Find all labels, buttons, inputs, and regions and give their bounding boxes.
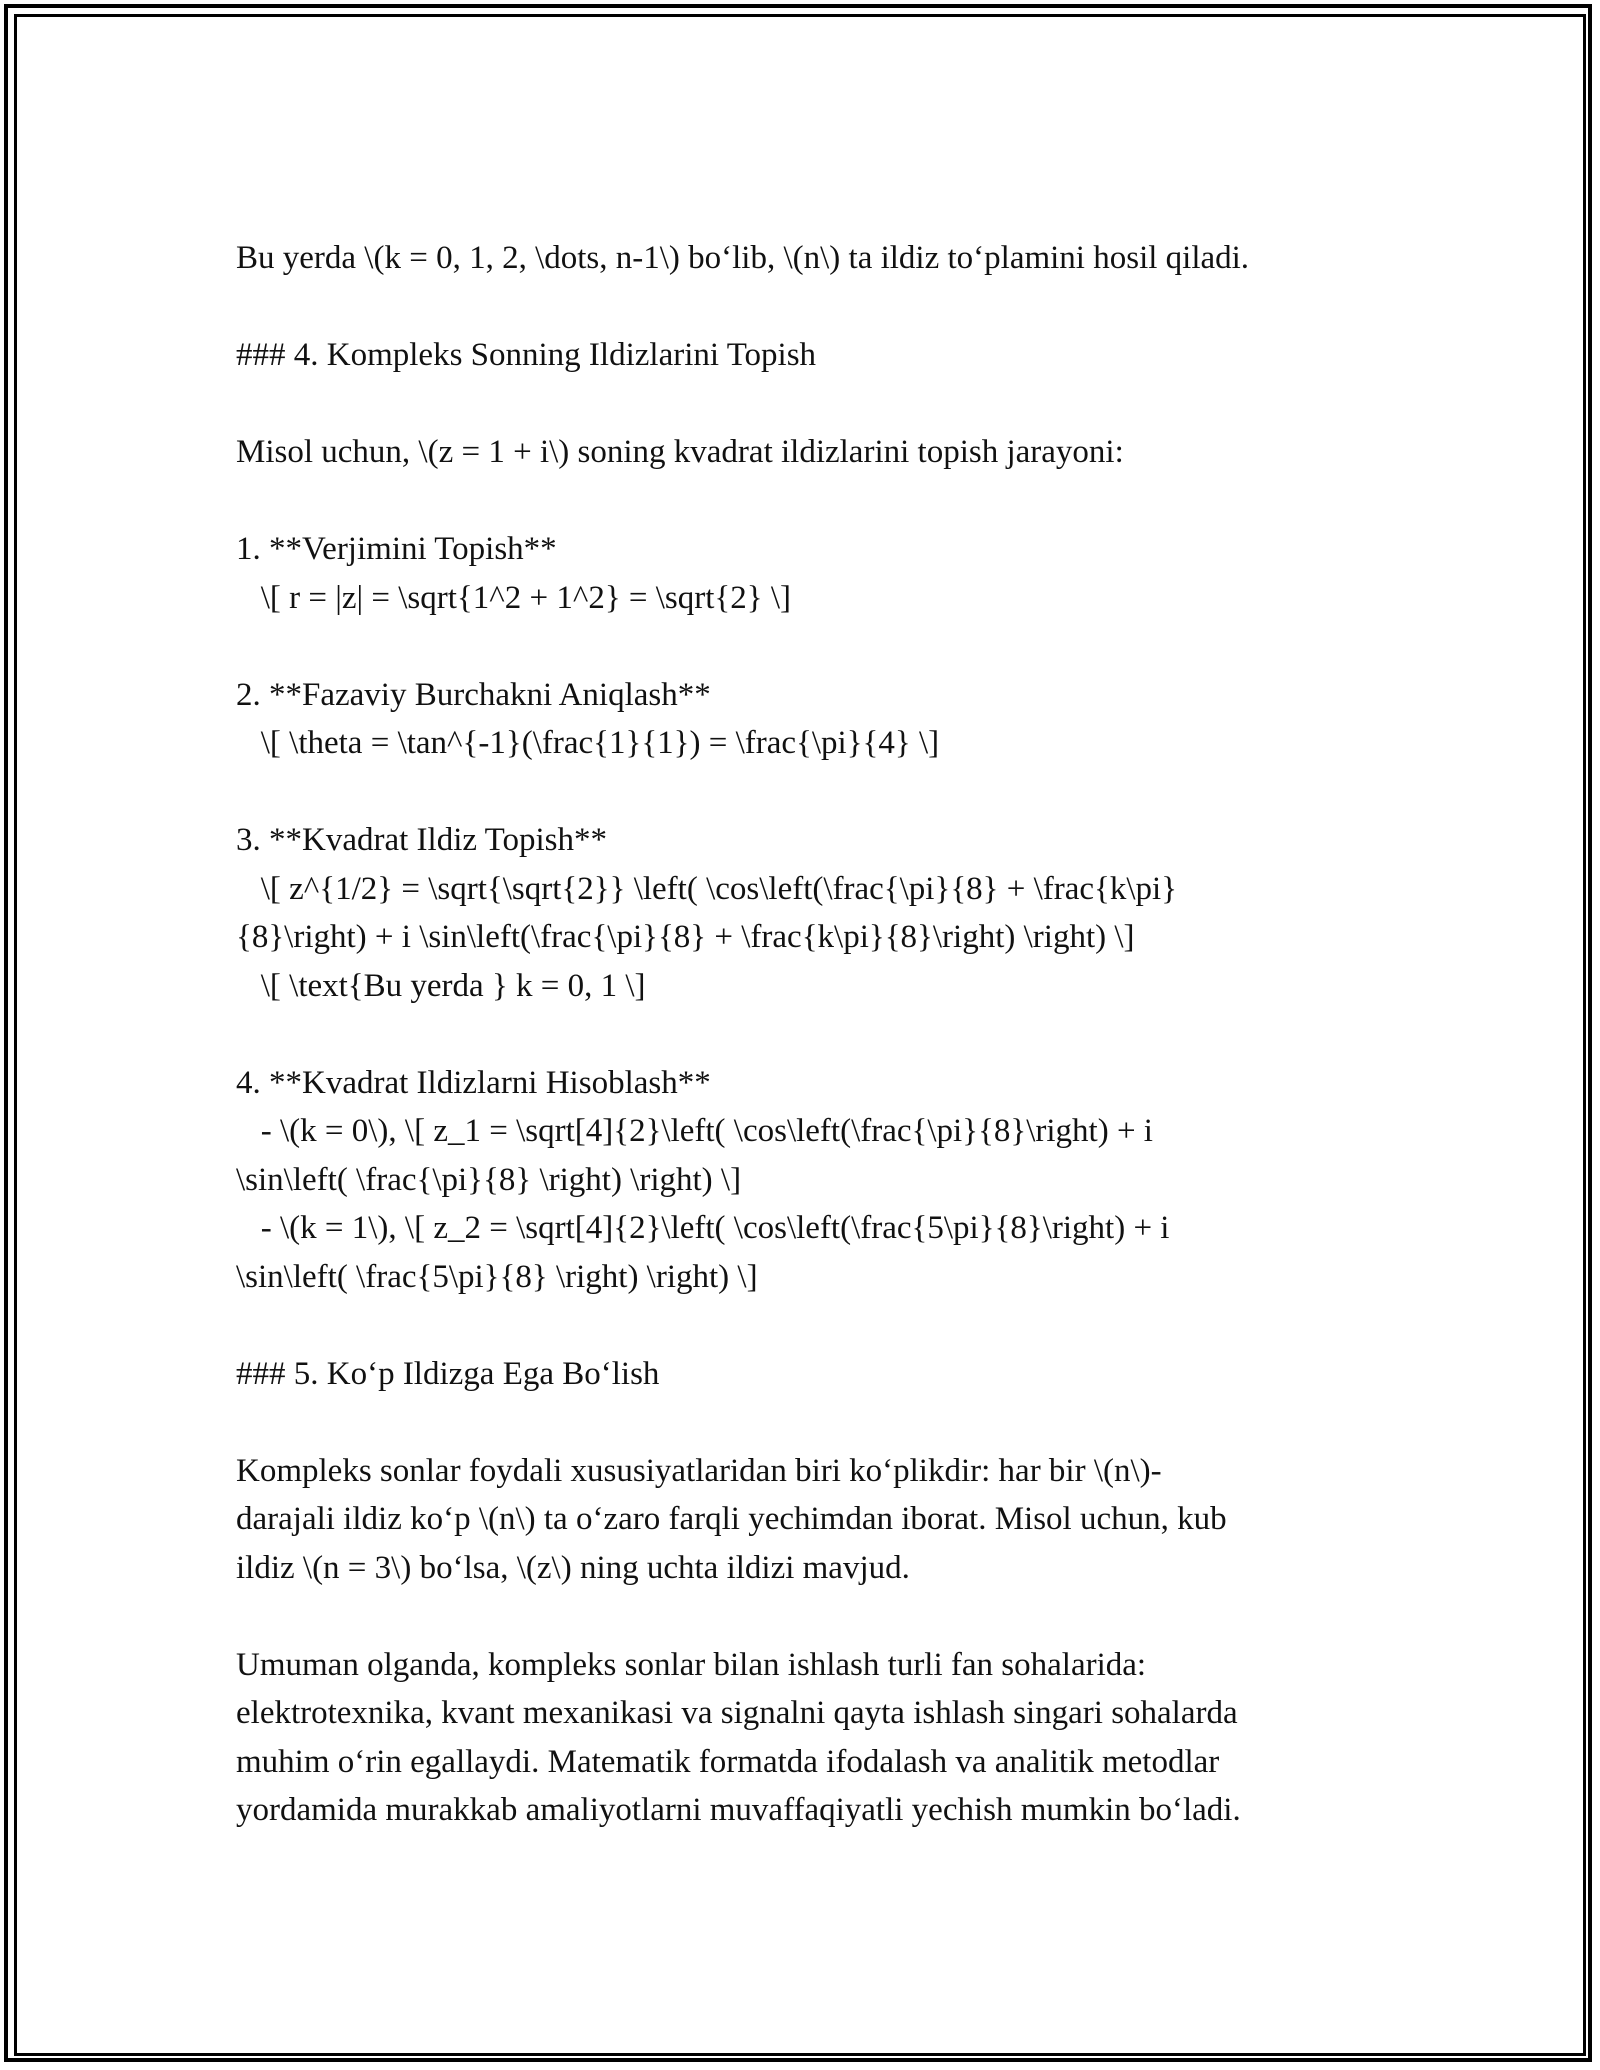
list-item-title: 3. **Kvadrat Ildiz Topish** bbox=[236, 822, 608, 858]
formula-line: - \(k = 0\), \[ z_1 = \sqrt[4]{2}\left( \cos\left(\frac{\pi}{8}\right) + i bbox=[236, 1113, 1153, 1149]
blank-line bbox=[236, 1592, 1376, 1641]
formula-line: \[ \theta = \tan^{-1}(\frac{1}{1}) = \frac{\pi}{4} \] bbox=[236, 725, 940, 761]
paragraph-line: Kompleks sonlar foydali xususiyatlaridan biri ko‘plikdir: har bir \(n\)- bbox=[236, 1452, 1162, 1489]
formula-line: \[ z^{1/2} = \sqrt{\sqrt{2}} \left( \cos\left(\frac{\pi}{8} + \frac{k\pi} bbox=[236, 870, 1178, 907]
formula-line: \[ \text{Bu yerda } k = 0, 1 \] bbox=[236, 967, 646, 1004]
document-body bbox=[236, 234, 1376, 1835]
formula-line: - \(k = 1\), \[ z_2 = \sqrt[4]{2}\left( \cos\left(\frac{5\pi}{8}\right) + i bbox=[236, 1210, 1170, 1246]
section-heading: ### 5. Ko‘p Ildizga Ega Bo‘lish bbox=[236, 1355, 660, 1392]
paragraph-line: yordamida murakkab amaliyotlarni muvaffaqiyatli yechish mumkin bo‘ladi. bbox=[236, 1792, 1241, 1828]
list-item-title: 1. **Verjimini Topish** bbox=[236, 531, 557, 567]
blank-line bbox=[236, 380, 1376, 429]
formula-line: \sin\left( \frac{5\pi}{8} \right) \right) \] bbox=[236, 1258, 758, 1295]
formula-line: {8}\right) + i \sin\left(\frac{\pi}{8} + \frac{k\pi}{8}\right) \right) \] bbox=[236, 919, 1135, 955]
list-item-title: 4. **Kvadrat Ildizlarni Hisoblash** bbox=[236, 1064, 711, 1101]
list-item-title: 2. **Fazaviy Burchakni Aniqlash** bbox=[236, 676, 711, 713]
blank-line bbox=[236, 1398, 1376, 1447]
blank-line bbox=[236, 622, 1376, 671]
paragraph-line: elektrotexnika, kvant mexanikasi va signalni qayta ishlash singari sohalarda bbox=[236, 1695, 1238, 1731]
paragraph-line: darajali ildiz ko‘p \(n\) ta o‘zaro farqli yechimdan iborat. Misol uchun, kub bbox=[236, 1501, 1227, 1537]
formula-line: \[ r = |z| = \sqrt{1^2 + 1^2} = \sqrt{2} \] bbox=[236, 579, 792, 616]
paragraph-line: muhim o‘rin egallaydi. Matematik formatda ifodalash va analitik metodlar bbox=[236, 1743, 1220, 1780]
blank-line bbox=[236, 768, 1376, 817]
blank-line bbox=[236, 283, 1376, 332]
blank-line bbox=[236, 1301, 1376, 1350]
section-heading: ### 4. Kompleks Sonning Ildizlarini Topish bbox=[236, 337, 817, 373]
paragraph-line: Misol uchun, \(z = 1 + i\) soning kvadrat ildizlarini topish jarayoni: bbox=[236, 434, 1124, 470]
blank-line bbox=[236, 477, 1376, 526]
paragraph-line: Umuman olganda, kompleks sonlar bilan ishlash turli fan sohalarida: bbox=[236, 1646, 1147, 1683]
paragraph-line: Bu yerda \(k = 0, 1, 2, \dots, n-1\) bo‘lib, \(n\) ta ildiz to‘plamini hosil qiladi. bbox=[236, 240, 1250, 276]
paragraph-line: ildiz \(n = 3\) bo‘lsa, \(z\) ning uchta ildizi mavjud. bbox=[236, 1549, 910, 1586]
blank-line bbox=[236, 1010, 1376, 1059]
formula-line: \sin\left( \frac{\pi}{8} \right) \right) \] bbox=[236, 1161, 742, 1198]
